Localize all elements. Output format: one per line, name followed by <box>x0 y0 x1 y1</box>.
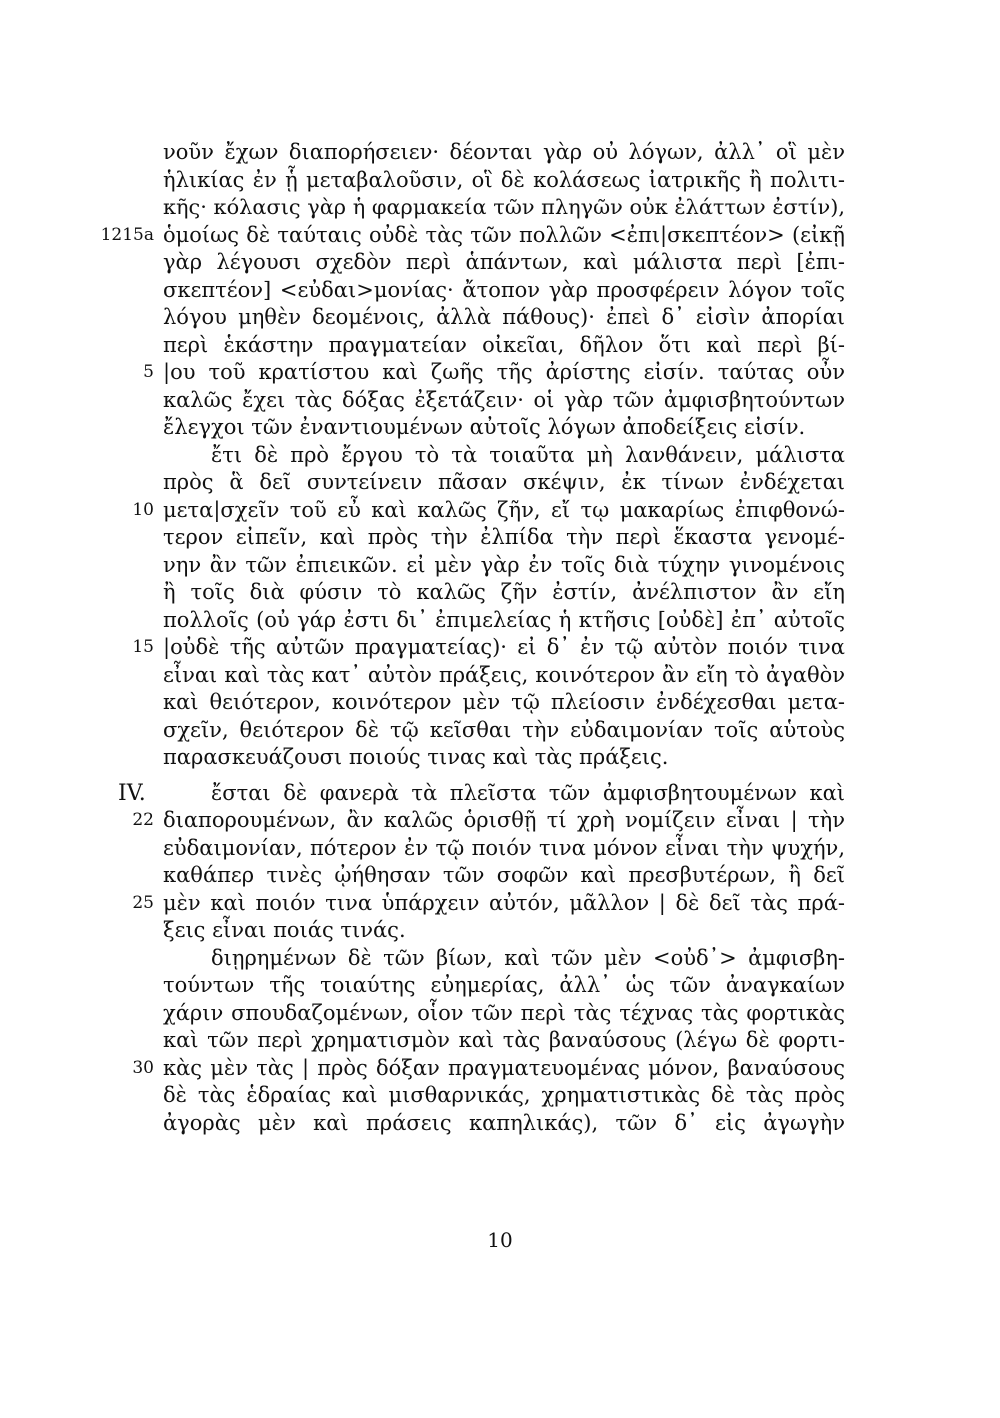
text-line <box>0 689 1000 717</box>
text-line <box>0 332 1000 360</box>
line-text: τερον εἰπεῖν, καὶ πρὸς τὴν ἐλπίδα τὴν περὶ ἕκαστα γενομέ- <box>163 525 845 549</box>
main-text <box>0 139 1000 1137</box>
text-line <box>0 277 1000 305</box>
text-line <box>0 469 1000 497</box>
text-line <box>0 442 1000 470</box>
line-text: σκεπτέον] <εὐδαι>μονίας· ἄτοπον γὰρ προσφέρειν λόγον τοῖς <box>163 277 845 302</box>
text-line <box>0 717 1000 745</box>
text-line <box>0 387 1000 415</box>
text-line <box>0 1082 1000 1110</box>
text-line <box>0 1000 1000 1028</box>
line-text: ἔσται δὲ φανερὰ τὰ πλεῖστα τῶν ἀμφισβητουμένων καὶ <box>211 780 845 805</box>
margin-reference: 10 <box>132 499 154 520</box>
text-line <box>0 945 1000 973</box>
line-text: ἡλικίας ἐν ᾗ μεταβαλοῦσιν, οἳ δὲ κολάσεως ἰατρικῆς ἢ πολιτι- <box>163 167 845 192</box>
paragraph-gap <box>0 772 1000 780</box>
text-line <box>0 304 1000 332</box>
text-line <box>0 552 1000 580</box>
text-line <box>0 359 1000 387</box>
text-line <box>0 917 1000 945</box>
text-line <box>0 780 1000 808</box>
text-line <box>0 835 1000 863</box>
text-line <box>0 807 1000 835</box>
page-number: 10 <box>487 1228 513 1252</box>
line-text: διαπορουμένων, ἂν καλῶς ὁρισθῇ τί χρὴ νομίζειν εἶναι | τὴν <box>163 808 845 832</box>
line-text: περὶ ἑκάστην πραγματείαν οἰκεῖαι, δῆλον ὅτι καὶ περὶ βί- <box>163 332 845 357</box>
text-line <box>0 414 1000 442</box>
margin-reference: 1215a <box>100 224 154 245</box>
text-line <box>0 497 1000 525</box>
line-text: εἶναι καὶ τὰς κατ᾽ αὐτὸν πράξεις, κοινότερον ἂν εἴη τὸ ἀγαθὸν <box>163 662 845 687</box>
line-text: ἀγορὰς μὲν καὶ πράσεις καπηλικάς), τῶν δ᾽ εἰς ἀγωγὴν <box>163 1110 845 1135</box>
text-line <box>0 524 1000 552</box>
text-line <box>0 1110 1000 1138</box>
line-text: |οὐδὲ τῆς αὐτῶν πραγματείας)· εἰ δ᾽ ἐν τῷ αὐτὸν ποιόν τινα <box>163 635 845 659</box>
text-line <box>0 249 1000 277</box>
line-text: ἔλεγχοι τῶν ἐναντιουμένων αὐτοῖς λόγων ἀποδείξεις εἰσίν. <box>163 415 806 439</box>
text-line <box>0 167 1000 195</box>
line-text: παρασκευάζουσι ποιούς τινας καὶ τὰς πράξεις. <box>163 745 669 769</box>
line-text: μετα|σχεῖν τοῦ εὖ καὶ καλῶς ζῆν, εἴ τῳ μακαρίως ἐπιφθονώ- <box>163 497 845 522</box>
text-line <box>0 634 1000 662</box>
text-line <box>0 862 1000 890</box>
line-text: ξεις εἶναι ποιάς τινάς. <box>163 918 406 942</box>
line-text: κῆς· κόλασις γὰρ ἡ φαρμακεία τῶν πληγῶν οὐκ ἐλάττων ἐστίν), <box>163 195 846 219</box>
line-text: νοῦν ἔχων διαπορήσειεν· δέονται γὰρ οὐ λόγων, ἀλλ᾽ οἳ μὲν <box>163 140 845 164</box>
line-text: χάριν σπουδαζομένων, οἷον τῶν περὶ τὰς τέχνας τὰς φορτικὰς <box>163 1000 845 1025</box>
text-line <box>0 194 1000 222</box>
margin-reference: 25 <box>132 892 154 913</box>
margin-reference: 5 <box>143 362 154 382</box>
text-line <box>0 139 1000 167</box>
text-line <box>0 662 1000 690</box>
text-line <box>0 607 1000 635</box>
line-text: εὐδαιμονίαν, πότερον ἐν τῷ ποιόν τινα μόνον εἶναι τὴν ψυχήν, <box>163 835 845 860</box>
line-text: μὲν καὶ ποιόν τινα ὑπάρχειν αὐτόν, μᾶλλον | δὲ δεῖ τὰς πρά- <box>163 890 845 915</box>
line-text: γὰρ λέγουσι σχεδὸν περὶ ἁπάντων, καὶ μάλιστα περὶ [ἐπι- <box>163 250 845 274</box>
line-text: πολλοῖς (οὐ γάρ ἐστι δι᾽ ἐπιμελείας ἡ κτῆσις [οὐδὲ] ἐπ᾽ αὐτοῖς <box>163 607 845 632</box>
line-text: καὶ τῶν περὶ χρηματισμὸν καὶ τὰς βαναύσους (λέγω δὲ φορτι- <box>163 1028 845 1052</box>
margin-reference: 22 <box>132 810 154 830</box>
text-line <box>0 890 1000 918</box>
line-text: ἔτι δὲ πρὸ ἔργου τὸ τὰ τοιαῦτα μὴ λανθάνειν, μάλιστα <box>211 442 845 467</box>
line-text: κὰς μὲν τὰς | πρὸς δόξαν πραγματευομένας μόνον, βαναύσους <box>163 1055 845 1080</box>
line-text: διῃρημένων δὲ τῶν βίων, καὶ τῶν μὲν <οὐδ᾽> ἀμφισβη- <box>211 945 845 970</box>
line-text: καὶ θειότερον, κοινότερον μὲν τῷ πλείοσιν ἐνδέχεσθαι μετα- <box>163 690 845 714</box>
margin-reference: 15 <box>132 637 154 657</box>
line-text: ἢ τοῖς διὰ φύσιν τὸ καλῶς ζῆν ἐστίν, ἀνέλπιστον ἂν εἴη <box>163 580 845 604</box>
text-line <box>0 579 1000 607</box>
text-line <box>0 222 1000 250</box>
line-text: δὲ τὰς ἑδραίας καὶ μισθαρνικάς, χρηματιστικὰς δὲ τὰς πρὸς <box>163 1083 845 1107</box>
line-text: νην ἂν τῶν ἐπιεικῶν. εἰ μὲν γὰρ ἐν τοῖς διὰ τύχην γινομένοις <box>163 552 845 577</box>
margin-reference: 30 <box>132 1057 154 1078</box>
line-text: πρὸς ἃ δεῖ συντείνειν πᾶσαν σκέψιν, ἐκ τίνων ἐνδέχεται <box>163 470 845 494</box>
chapter-heading: IV. <box>118 780 146 806</box>
line-text: |ου τοῦ κρατίστου καὶ ζωῆς τῆς ἀρίστης εἰσίν. ταύτας οὖν <box>163 360 845 384</box>
line-text: τούντων τῆς τοιαύτης εὐημερίας, ἀλλ᾽ ὡς τῶν ἀναγκαίων <box>163 973 845 997</box>
line-text: λόγου μηθὲν δεομένοις, ἀλλὰ πάθους)· ἐπεὶ δ᾽ εἰσὶν ἀπορίαι <box>163 305 845 329</box>
line-text: καλῶς ἔχει τὰς δόξας ἐξετάζειν· οἱ γὰρ τῶν ἀμφισβητούντων <box>163 387 845 412</box>
text-line <box>0 1027 1000 1055</box>
line-text: ὁμοίως δὲ ταύταις οὐδὲ τὰς τῶν πολλῶν <ἐπι|σκεπτέον> (εἰκῇ <box>163 222 845 247</box>
line-text: καθάπερ τινὲς ᾠήθησαν τῶν σοφῶν καὶ πρεσβυτέρων, ἢ δεῖ <box>163 863 845 887</box>
text-line <box>0 1055 1000 1083</box>
text-line <box>0 972 1000 1000</box>
line-text: σχεῖν, θειότερον δὲ τῷ κεῖσθαι τὴν εὐδαιμονίαν τοῖς αὑτοὺς <box>163 717 845 742</box>
text-line <box>0 744 1000 772</box>
